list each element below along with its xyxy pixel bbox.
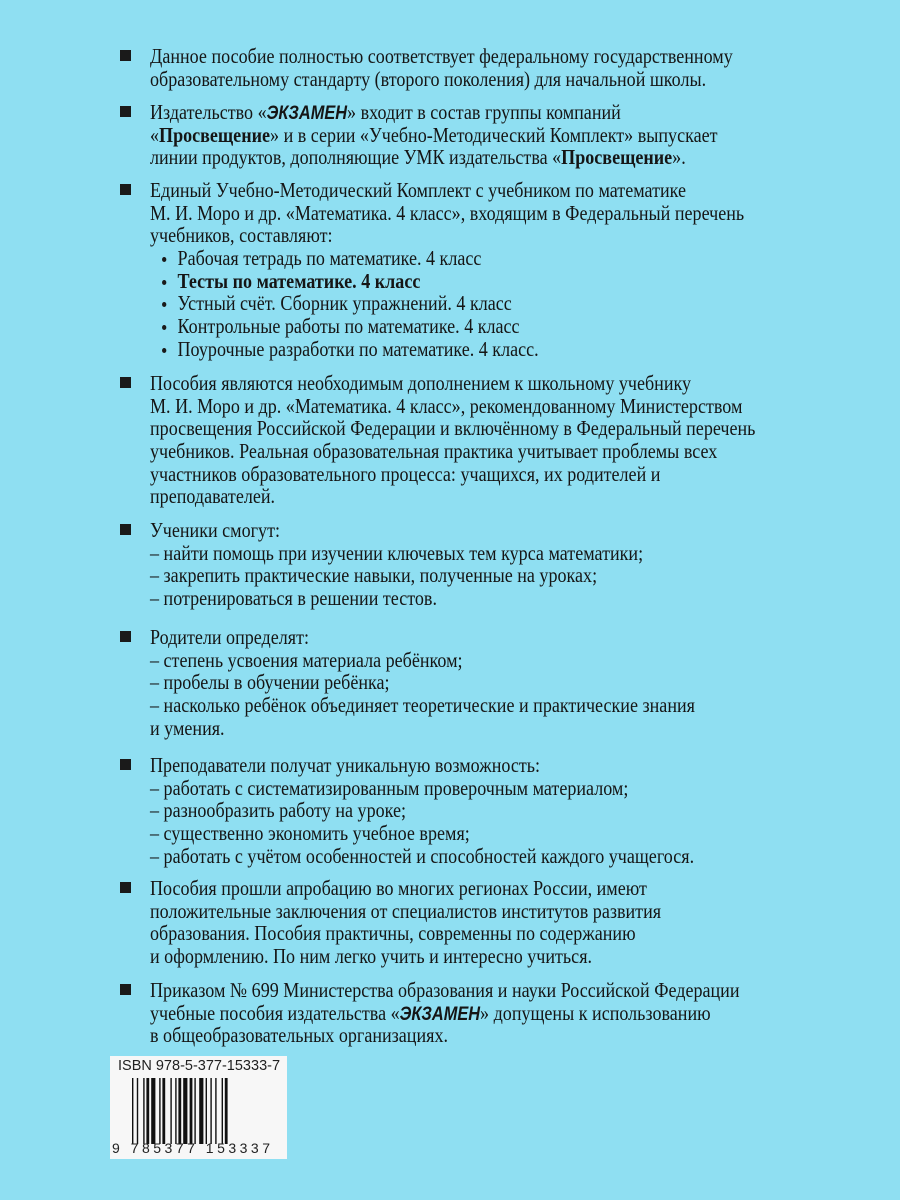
square-bullet-icon xyxy=(120,184,131,195)
text-line: – разнообразить работу на уроке; xyxy=(150,798,406,823)
square-bullet-icon xyxy=(120,631,131,642)
barcode-bar xyxy=(143,1078,144,1144)
text-line: – существенно экономить учебное время; xyxy=(150,821,470,846)
text-line: – работать с учётом особенностей и способностей каждого учащегося. xyxy=(150,843,695,868)
text-line: Единый Учебно-Методический Комплект с учебником по математике xyxy=(150,178,686,202)
text-line: Преподаватели получат уникальную возможность: xyxy=(150,753,541,777)
text-line: – закрепить практические навыки, полученные на уроках; xyxy=(150,563,598,588)
square-bullet-icon xyxy=(120,106,131,117)
square-bullet-icon xyxy=(120,50,131,61)
text-line: Ученики смогут: xyxy=(150,518,280,542)
text-line: М. И. Моро и др. «Математика. 4 класс», рекомендованному Министерством xyxy=(150,393,743,418)
text-line: Родители определят: xyxy=(150,625,310,649)
barcode-bar xyxy=(210,1078,211,1144)
text-line: учебников. Реальная образовательная практика учитывает проблемы всех xyxy=(150,439,718,464)
text-line: линии продуктов, дополняющие УМК издательства «Просвещение». xyxy=(150,145,686,170)
barcode-bar xyxy=(199,1078,203,1144)
barcode-bar xyxy=(183,1078,187,1144)
barcode-bar xyxy=(151,1078,155,1144)
text-line: и умения. xyxy=(150,715,225,740)
barcode-bar xyxy=(159,1078,160,1144)
text-line: М. И. Моро и др. «Математика. 4 класс», входящим в Федеральный перечень xyxy=(150,200,745,225)
text-line: – потренироваться в решении тестов. xyxy=(150,586,437,611)
list-item: Устный счёт. Сборник упражнений. 4 класс xyxy=(150,292,744,315)
barcode-bar xyxy=(225,1078,228,1144)
text-line: Данное пособие полностью соответствует федеральному государственному xyxy=(150,44,733,68)
text-line: «Просвещение» и в серии «Учебно-Методический Комплект» выпускает xyxy=(150,122,718,147)
text-line: – пробелы в обучении ребёнка; xyxy=(150,670,390,695)
list-item: Тесты по математике. 4 класс xyxy=(150,270,744,293)
text-line: – найти помощь при изучении ключевых тем курса математики; xyxy=(150,540,644,565)
list-item: Поурочные разработки по математике. 4 класс. xyxy=(150,338,744,361)
isbn-label: ISBN 978-5-377-15333-7 xyxy=(118,1058,281,1074)
list-item: Контрольные работы по математике. 4 класс xyxy=(150,315,744,338)
square-bullet-icon xyxy=(120,377,131,388)
barcode-bar xyxy=(146,1078,149,1144)
text-line: Пособия являются необходимым дополнением к школьному учебнику xyxy=(150,371,692,395)
isbn-barcode xyxy=(110,1056,287,1159)
barcode-bar xyxy=(206,1078,207,1144)
list-item: Рабочая тетрадь по математике. 4 класс xyxy=(150,247,744,270)
square-bullet-icon xyxy=(120,759,131,770)
text-line: Приказом № 699 Министерства образования и науки Российской Федерации xyxy=(150,978,740,1002)
text-line: учебников, составляют: xyxy=(150,223,333,248)
text-line: участников образовательного процесса: учащихся, их родителей и xyxy=(150,461,661,486)
square-bullet-icon xyxy=(120,984,131,995)
barcode-bar xyxy=(137,1078,138,1144)
barcode-bar xyxy=(162,1078,165,1144)
text-line: учебные пособия издательства «ЭКЗАМЕН» допущены к использованию xyxy=(150,1000,711,1025)
barcode-bar xyxy=(222,1078,223,1144)
barcode-digits: 9 785377 153337 xyxy=(112,1140,274,1156)
text-line: и оформлению. По ним легко учить и интересно учиться. xyxy=(150,944,593,969)
text-line: – насколько ребёнок объединяет теоретические и практические знания xyxy=(150,693,695,718)
text-line: образования. Пособия практичны, современны по содержанию xyxy=(150,921,636,946)
text-line: положительные заключения от специалистов институтов развития xyxy=(150,898,662,923)
text-line: Издательство «ЭКЗАМЕН» входит в состав группы компаний xyxy=(150,100,621,124)
text-line: – работать с систематизированным проверочным материалом; xyxy=(150,775,629,800)
square-bullet-icon xyxy=(120,882,131,893)
text-line: просвещения Российской Федерации и включённому в Федеральный перечень xyxy=(150,416,756,441)
barcode-bar xyxy=(215,1078,216,1144)
barcode-bar xyxy=(194,1078,195,1144)
barcode-bar xyxy=(170,1078,171,1144)
text-line: образовательному стандарту (второго поколения) для начальной школы. xyxy=(150,66,707,91)
text-line: Пособия прошли апробацию во многих регионах России, имеют xyxy=(150,876,647,900)
square-bullet-icon xyxy=(120,524,131,535)
text-line: преподавателей. xyxy=(150,484,276,509)
text-line: – степень усвоения материала ребёнком; xyxy=(150,647,463,672)
barcode-bar xyxy=(190,1078,193,1144)
barcode-bar xyxy=(132,1078,133,1144)
barcode-bar xyxy=(178,1078,181,1144)
text-line: в общеобразовательных организациях. xyxy=(150,1023,448,1048)
barcode-bar xyxy=(175,1078,176,1144)
